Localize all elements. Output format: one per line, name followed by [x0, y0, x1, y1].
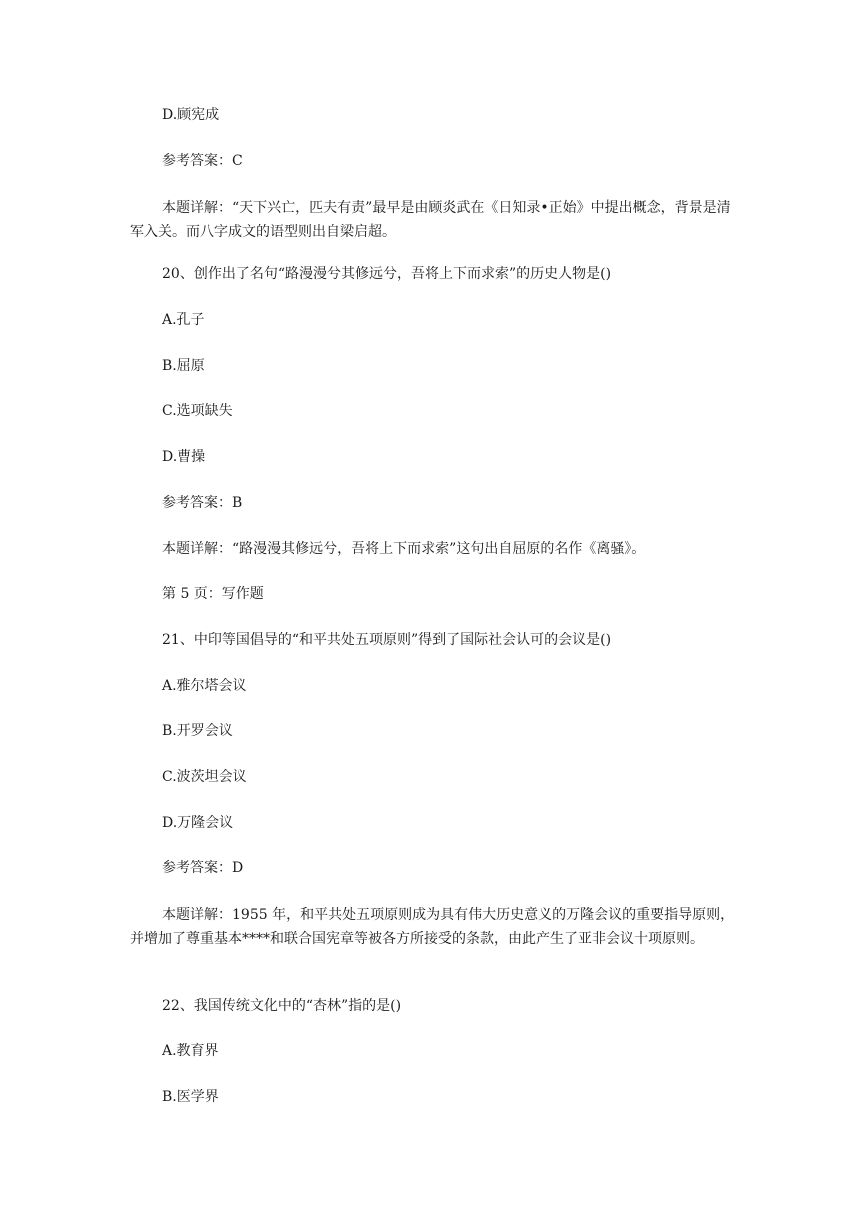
question-20: 20、创作出了名句“路漫漫兮其修远兮，吾将上下而求索”的历史人物是() [162, 266, 612, 282]
option-b-q22: B.医学界 [162, 1089, 219, 1105]
question-21: 21、中印等国倡导的“和平共处五项原则”得到了国际社会认可的会议是() [162, 632, 612, 648]
answer-q21: 参考答案：D [162, 860, 244, 876]
answer-q20: 参考答案：B [162, 495, 243, 511]
option-d-q21: D.万隆会议 [162, 815, 234, 831]
option-a-q22: A.教育界 [162, 1043, 219, 1059]
explanation-q19: 本题详解：“天下兴亡，匹夫有责”最早是由顾炎武在《日知录•正始》中提出概念，背景是清军入关。而八字成文的语型则出自梁启超。 [130, 200, 731, 240]
answer-q19: 参考答案：C [162, 153, 243, 169]
question-22: 22、我国传统文化中的“杏林”指的是() [162, 998, 402, 1014]
section-heading: 第 5 页：写作题 [162, 586, 264, 602]
option-d-q20: D.曹操 [162, 449, 206, 465]
option-b-q20: B.屈原 [162, 358, 205, 374]
option-c-q21: C.波茨坦会议 [162, 769, 247, 785]
option-a-q20: A.孔子 [162, 312, 205, 328]
option-a-q21: A.雅尔塔会议 [162, 678, 247, 694]
option-c-q20: C.选项缺失 [162, 403, 233, 419]
option-d-q19: D.顾宪成 [162, 107, 220, 123]
explanation-q20: 本题详解：“路漫漫其修远兮，吾将上下而求索”这句出自屈原的名作《离骚》。 [162, 541, 646, 557]
option-b-q21: B.开罗会议 [162, 723, 233, 739]
explanation-q21: 本题详解：1955 年，和平共处五项原则成为具有伟大历史意义的万隆会议的重要指导原则，并增加了尊重基本****和联合国宪章等被各方所接受的条款，由此产生了亚非会议十项原则。 [130, 907, 735, 947]
